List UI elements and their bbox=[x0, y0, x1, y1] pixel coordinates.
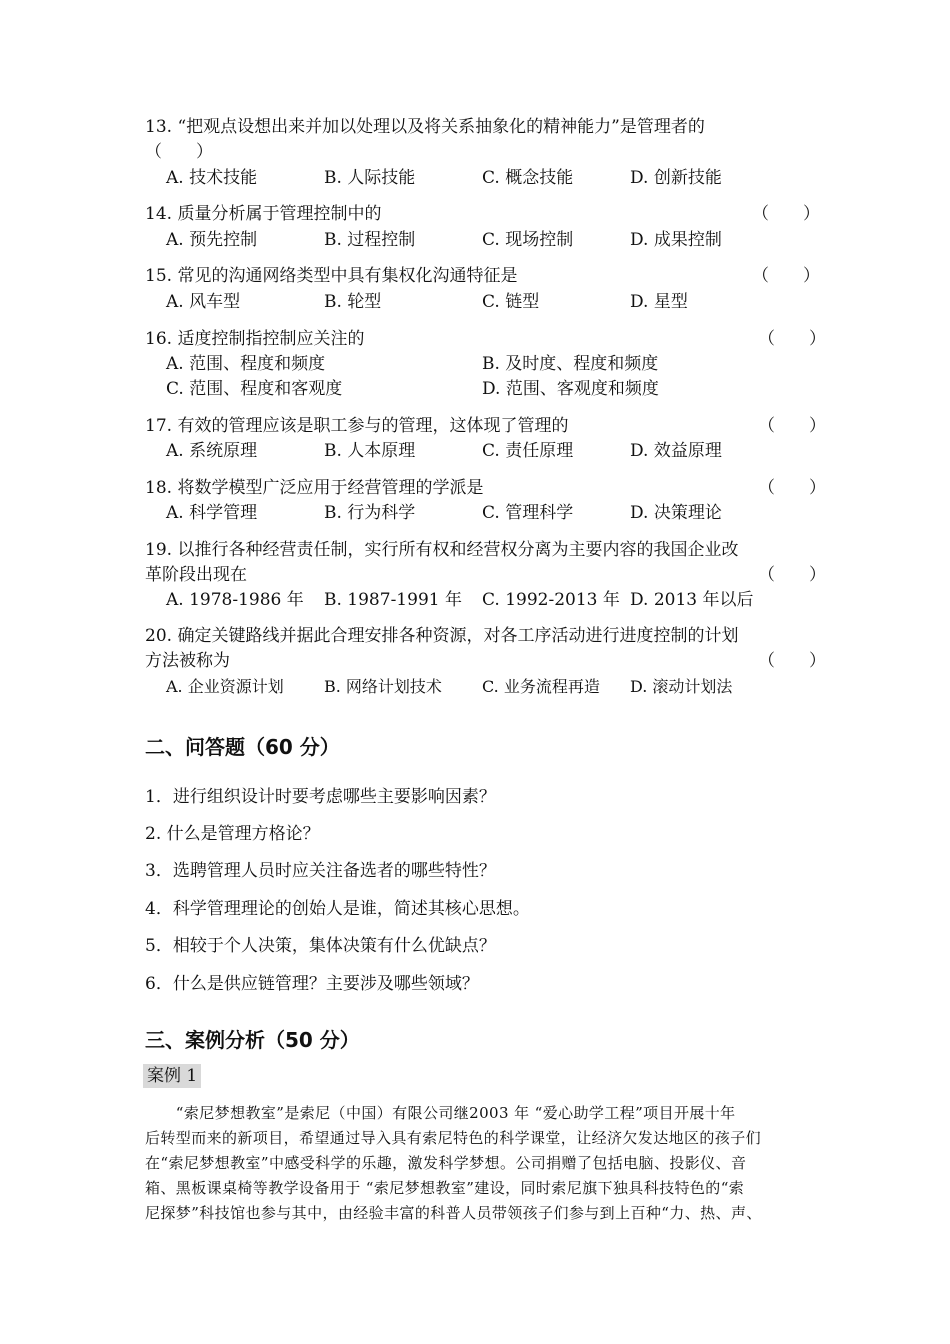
question-16-option-b: B. 及时度、程度和频度 bbox=[482, 354, 659, 374]
question-20-option-d: D. 滚动计划法 bbox=[630, 677, 733, 696]
question-13-stem: 13. “把观点设想出来并加以处理以及将关系抽象化的精神能力”是管理者的 bbox=[145, 117, 705, 137]
question-20-option-b: B. 网络计划技术 bbox=[324, 677, 442, 696]
question-13-option-d: D. 创新技能 bbox=[630, 168, 722, 188]
question-17-stem: 17. 有效的管理应该是职工参与的管理，这体现了管理的 bbox=[145, 416, 569, 436]
section-2-item-2: 2. 什么是管理方格论？ bbox=[145, 824, 320, 844]
question-20-option-c: C. 业务流程再造 bbox=[482, 677, 600, 696]
question-14-option-d: D. 成果控制 bbox=[630, 230, 722, 250]
question-19-option-a: A. 1978-1986 年 bbox=[166, 590, 304, 610]
question-15-option-d: D. 星型 bbox=[630, 292, 688, 312]
case-paragraph-line-3: 在“索尼梦想教室”中感受科学的乐趣，激发科学梦想。公司捐赠了包括电脑、投影仪、音 bbox=[145, 1154, 747, 1172]
question-20-paren: （ ） bbox=[758, 651, 826, 671]
question-19-stem-line2: 革阶段出现在 bbox=[145, 565, 247, 585]
section-2-title: 二、问答题（60 分） bbox=[145, 735, 340, 759]
case-paragraph-line-5: 尼探梦”科技馆也参与其中，由经验丰富的科普人员带领孩子们参与到上百种“力、热、声、 bbox=[145, 1204, 762, 1222]
section-2-item-3: 3．选聘管理人员时应关注备选者的哪些特性？ bbox=[145, 861, 496, 881]
section-2-item-5: 5．相较于个人决策，集体决策有什么优缺点？ bbox=[145, 936, 496, 956]
case-label: 案例 1 bbox=[143, 1064, 201, 1088]
question-20-option-a: A. 企业资源计划 bbox=[166, 677, 284, 696]
question-14-stem: 14. 质量分析属于管理控制中的 bbox=[145, 204, 382, 224]
question-16-paren: （ ） bbox=[758, 329, 826, 349]
question-13-option-b: B. 人际技能 bbox=[324, 168, 416, 188]
question-15-option-b: B. 轮型 bbox=[324, 292, 382, 312]
question-19-paren: （ ） bbox=[758, 565, 826, 585]
question-19-option-d: D. 2013 年以后 bbox=[630, 590, 754, 610]
section-2-item-4: 4．科学管理理论的创始人是谁，简述其核心思想。 bbox=[145, 899, 530, 919]
section-2-item-6: 6．什么是供应链管理？主要涉及哪些领域？ bbox=[145, 974, 479, 994]
question-15-option-a: A. 风车型 bbox=[166, 292, 241, 312]
section-3-title: 三、案例分析（50 分） bbox=[145, 1028, 360, 1052]
question-13-option-c: C. 概念技能 bbox=[482, 168, 574, 188]
case-paragraph-line-4: 箱、黑板课桌椅等教学设备用于 “索尼梦想教室”建设，同时索尼旗下独具科技特色的“索 bbox=[145, 1179, 745, 1197]
question-14-option-a: A. 预先控制 bbox=[166, 230, 258, 250]
question-17-option-c: C. 责任原理 bbox=[482, 441, 574, 461]
question-16-stem: 16. 适度控制指控制应关注的 bbox=[145, 329, 365, 349]
question-16-option-c: C. 范围、程度和客观度 bbox=[166, 379, 343, 399]
question-18-option-d: D. 决策理论 bbox=[630, 503, 722, 523]
question-13-option-a: A. 技术技能 bbox=[166, 168, 258, 188]
case-paragraph-line-2: 后转型而来的新项目，希望通过导入具有索尼特色的科学课堂，让经济欠发达地区的孩子们 bbox=[145, 1129, 762, 1147]
question-20-stem-line1: 20. 确定关键路线并据此合理安排各种资源，对各工序活动进行进度控制的计划 bbox=[145, 626, 739, 646]
question-15-paren: （ ） bbox=[752, 266, 820, 286]
question-18-paren: （ ） bbox=[758, 478, 826, 498]
question-15-stem: 15. 常见的沟通网络类型中具有集权化沟通特征是 bbox=[145, 266, 518, 286]
question-13-paren: （ ） bbox=[145, 142, 213, 162]
question-17-option-d: D. 效益原理 bbox=[630, 441, 722, 461]
section-2-item-1: 1．进行组织设计时要考虑哪些主要影响因素？ bbox=[145, 787, 496, 807]
question-19-stem-line1: 19. 以推行各种经营责任制，实行所有权和经营权分离为主要内容的我国企业改 bbox=[145, 540, 739, 560]
question-18-stem: 18. 将数学模型广泛应用于经营管理的学派是 bbox=[145, 478, 484, 498]
question-14-option-b: B. 过程控制 bbox=[324, 230, 416, 250]
question-16-option-d: D. 范围、客观度和频度 bbox=[482, 379, 659, 399]
question-17-paren: （ ） bbox=[758, 416, 826, 436]
question-18-option-a: A. 科学管理 bbox=[166, 503, 258, 523]
question-20-stem-line2: 方法被称为 bbox=[145, 651, 230, 671]
question-18-option-b: B. 行为科学 bbox=[324, 503, 416, 523]
question-15-option-c: C. 链型 bbox=[482, 292, 540, 312]
question-16-option-a: A. 范围、程度和频度 bbox=[166, 354, 326, 374]
question-17-option-b: B. 人本原理 bbox=[324, 441, 416, 461]
question-19-option-c: C. 1992-2013 年 bbox=[482, 590, 620, 610]
question-14-paren: （ ） bbox=[752, 204, 820, 224]
question-19-option-b: B. 1987-1991 年 bbox=[324, 590, 462, 610]
question-17-option-a: A. 系统原理 bbox=[166, 441, 258, 461]
case-paragraph-line-1: “索尼梦想教室”是索尼（中国）有限公司继2003 年 “爱心助学工程”项目开展十年 bbox=[145, 1104, 736, 1122]
question-14-option-c: C. 现场控制 bbox=[482, 230, 574, 250]
question-18-option-c: C. 管理科学 bbox=[482, 503, 574, 523]
